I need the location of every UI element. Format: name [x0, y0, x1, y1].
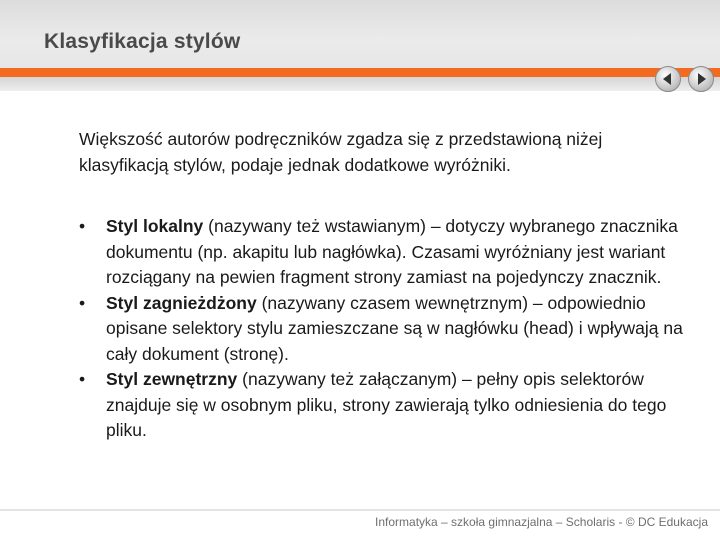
bullet-term: Styl zagnieżdżony: [106, 292, 257, 313]
bullet-text: (nazywany czasem wewnętrznym) – odpowiednio opisane selektory stylu zamieszczane są w nagłówku (head) i wpływają na cały dokument (stronę).: [106, 292, 683, 364]
footer-divider: [0, 509, 720, 511]
bullet-term: Styl lokalny: [106, 216, 204, 236]
bullet-marker: •: [79, 292, 86, 313]
bullet-marker: •: [79, 216, 86, 236]
slide-title: Klasyfikacja stylów: [44, 30, 241, 53]
bullet-term: Styl zewnętrzny: [106, 369, 238, 389]
bullet-list: [79, 214, 704, 444]
bullet-text: (nazywany też załączanym) – pełny opis selektorów znajduje się w osobnym pliku, strony zawierają tylko odniesienia do tego pliku.: [106, 369, 667, 440]
bullet-marker: •: [79, 369, 86, 389]
bullet-item-embedded-style: [79, 291, 704, 368]
next-slide-button[interactable]: [687, 65, 715, 93]
previous-slide-button[interactable]: [654, 65, 682, 93]
arrow-left-icon: [654, 65, 682, 93]
bullet-item-external-style: [79, 367, 704, 444]
footer-text: Informatyka – szkoła gimnazjalna – Scholaris - © DC Edukacja: [375, 515, 708, 529]
accent-bar: [0, 68, 720, 77]
arrow-right-icon: [687, 65, 715, 93]
header-divider: [0, 77, 720, 91]
bullet-text: (nazywany też wstawianym) – dotyczy wybranego znacznika dokumentu (np. akapitu lub nagłówka). Czasami wyróżniany jest wariant rozciągany na pewien fragment strony zamiast na pojedynczy znacznik.: [106, 216, 678, 287]
intro-paragraph: Większość autorów podręczników zgadza się z przedstawioną niżej klasyfikacją stylów, podaje jednak dodatkowe wyróżniki.: [79, 129, 603, 175]
bullet-item-local-style: [79, 214, 704, 291]
